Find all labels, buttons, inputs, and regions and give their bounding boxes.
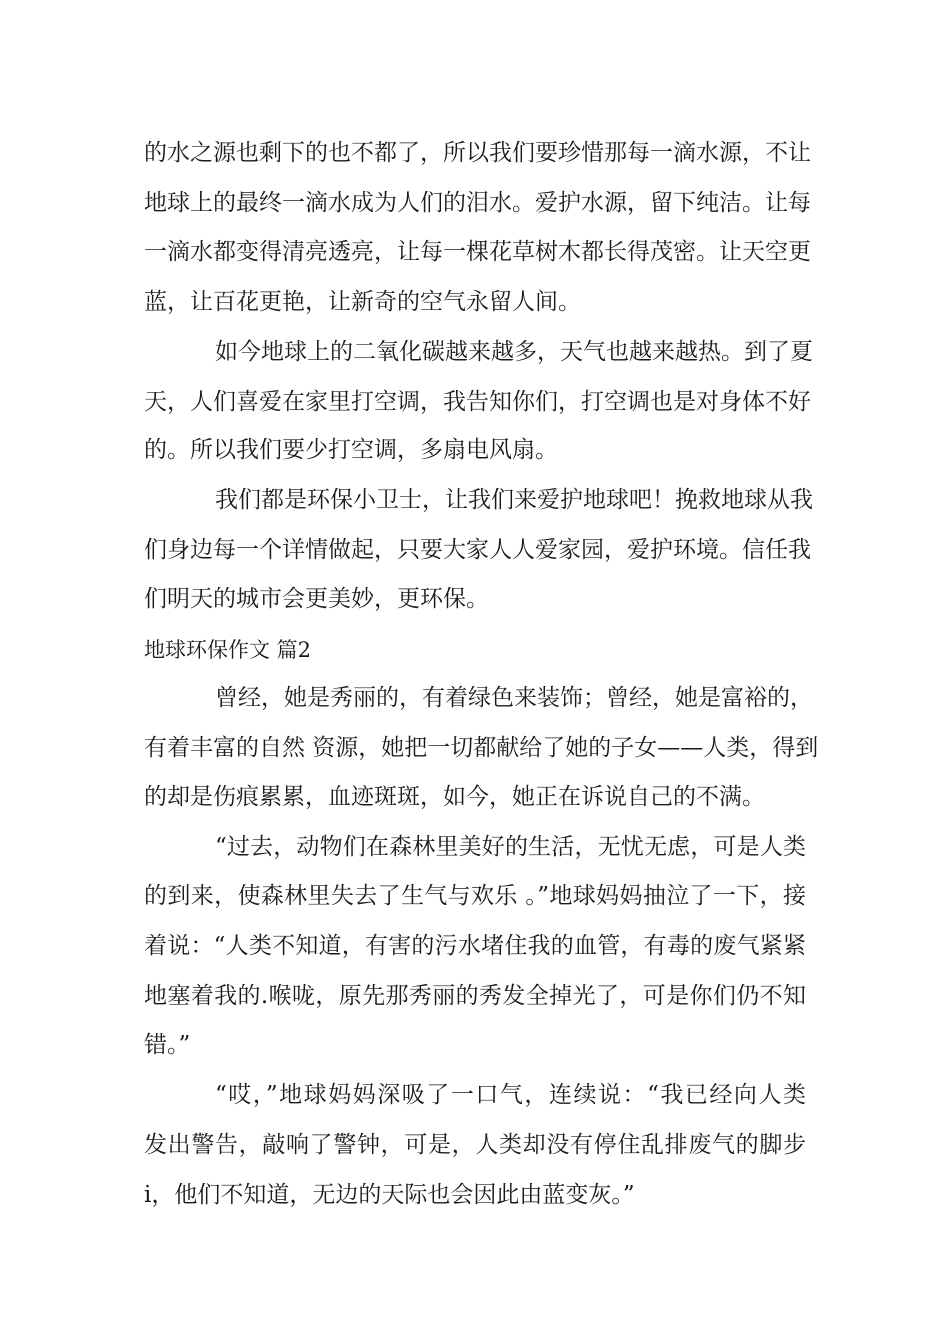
paragraph-6-line-4: 地塞着我的.喉咙，原先那秀丽的秀发全掉光了，可是你们仍不知 [144, 983, 806, 1009]
paragraph-3-line-2: 们身边每一个详情做起，只要大家人人爱家园，爱护环境。信任我 [144, 537, 811, 563]
paragraph-5-line-2: 有着丰富的自然 资源，她把一切都献给了她的子女——人类，得到 [144, 735, 819, 761]
paragraph-3-line-3: 们明天的城市会更美妙，更环保。 [144, 586, 489, 612]
paragraph-3-line-1: 我们都是环保小卫士，让我们来爱护地球吧！挽救地球从我 [215, 487, 813, 513]
paragraph-6-line-5: 错。” [144, 1032, 191, 1058]
paragraph-5-line-1: 曾经，她是秀丽的，有着绿色来装饰；曾经，她是富裕的， [215, 685, 813, 711]
paragraph-2-line-3: 的。所以我们要少打空调，多扇电风扇。 [144, 437, 558, 463]
paragraph-6-line-3: 着说：“人类不知道，有害的污水堵住我的血管，有毒的废气紧紧 [144, 933, 806, 959]
paragraph-2-line-1: 如今地球上的二氧化碳越来越多，天气也越来越热。到了夏 [215, 339, 813, 365]
paragraph-7-line-3: i，他们不知道，无边的天际也会因此由蓝变灰。” [144, 1182, 635, 1208]
paragraph-1-line-4: 蓝，让百花更艳，让新奇的空气永留人间。 [144, 289, 581, 315]
paragraph-2-line-2: 天，人们喜爱在家里打空调，我告知你们，打空调也是对身体不好 [144, 389, 811, 415]
paragraph-7-line-1: “哎，”地球妈妈深吸了一口气，连续说：“我已经向人类 [215, 1082, 806, 1108]
paragraph-1-line-1: 的水之源也剩下的也不都了，所以我们要珍惜那每一滴水源，不让 [144, 140, 811, 166]
paragraph-6-line-1: “过去，动物们在森林里美好的生活，无忧无虑，可是人类 [215, 834, 806, 860]
paragraph-1-line-3: 一滴水都变得清亮透亮，让每一棵花草树木都长得茂密。让天空更 [144, 239, 811, 265]
paragraph-1-line-2: 地球上的最终一滴水成为人们的泪水。爱护水源，留下纯洁。让每 [144, 190, 811, 216]
paragraph-7-line-2: 发出警告，敲响了警钟，可是，人类却没有停住乱排废气的脚步 [144, 1132, 806, 1158]
paragraph-6-line-2: 的到来，使森林里失去了生气与欢乐 。”地球妈妈抽泣了一下，接 [144, 883, 806, 909]
section-heading: 地球环保作文 篇2 [144, 638, 312, 662]
paragraph-5-line-3: 的却是伤痕累累，血迹斑斑，如今，她正在诉说自己的不满。 [144, 784, 765, 810]
